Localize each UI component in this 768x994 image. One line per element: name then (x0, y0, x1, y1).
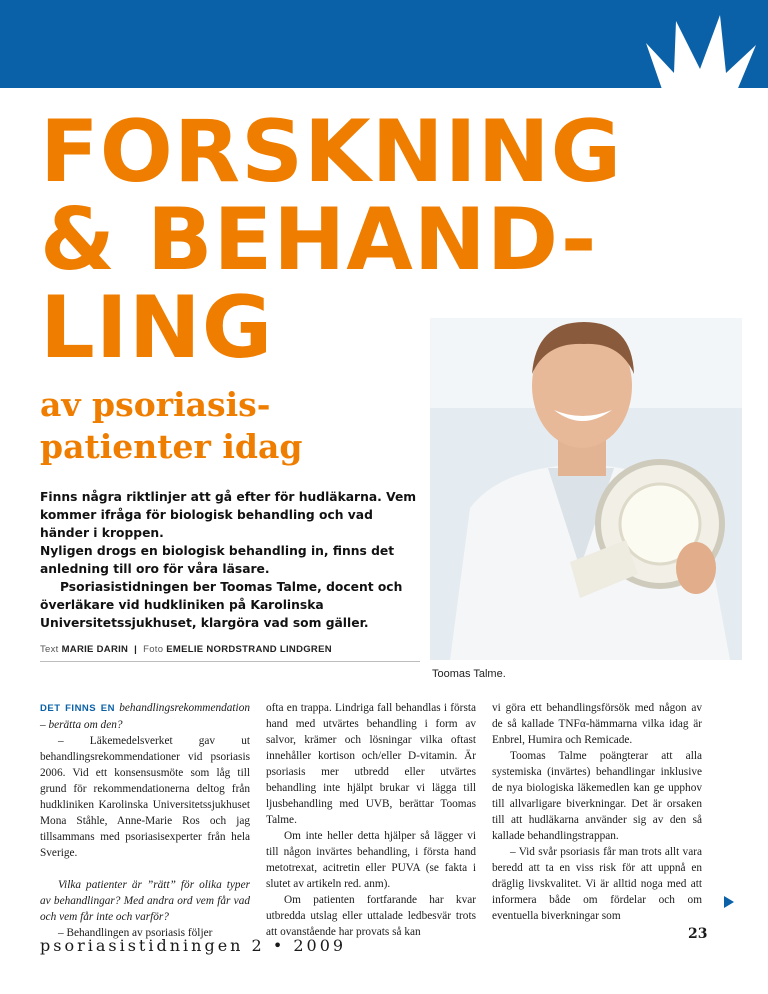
article-column-1 (40, 700, 250, 941)
page-number: 23 (688, 926, 708, 942)
column-3-paragraph-2: Toomas Talme poängterar att alla systemiska (invärtes) behandlingar inklusive de nya biologiska läkemedlen kan ge upphov till allvarligare biverkningar. Det är orsaken till att hudläkarna använder sig av den så kallade behandlingstrappan. (492, 750, 702, 842)
byline-author: MARIE DARIN (61, 644, 129, 655)
column-2-paragraph-3: Om patienten fortfarande har kvar utbredda utslag eller uttalade ledbesvär trots att ovanstående har provats så kan (266, 894, 476, 938)
column-1-paragraph-1 (40, 700, 250, 733)
column-2-paragraph-1: ofta en trappa. Lindriga fall behandlas i första hand med utvärtes behandling i form av salvor, krämer och lösningar vilka oftast innehåller kortison och/eller D-vitamin. Är psoriasis mer utbredd eller utvärtes behandling inte hjälpt brukar vi lägga till ljusbehandling med UVB, berättar Toomas Talme. (266, 702, 476, 826)
byline-separator: | (134, 644, 138, 655)
column-2-paragraph-2: Om inte heller detta hjälper så lägger vi till någon invärtes behandling, i första hand metotrexat, acitretin eller PUVA (se fakta i slutet av artikeln red. anm). (266, 830, 476, 890)
starburst-icon (640, 15, 760, 115)
intro-paragraph-3: Psoriasistidningen ber Toomas Talme, docent och överläkare vid hudkliniken på Karolinska Universitetssjukhuset, klargöra vad som gäller. (40, 580, 403, 630)
article-column-3 (492, 700, 702, 924)
subheadline-line-1: av psoriasis- (40, 385, 271, 424)
publication-footer: psoriasistidningen 2 • 2009 (40, 936, 347, 955)
column-3-paragraph-1: vi göra ett behandlingsförsök med någon av de så kallade TNFα-hämmarna vilka idag är Enbrel, Humira och Remicade. (492, 702, 702, 746)
intro-paragraph-2: Nyligen drogs en biologisk behandling in, finns det anledning till oro för våra läsare. (40, 544, 395, 576)
photo-caption: Toomas Talme. (432, 668, 506, 680)
byline-text-label: Text (40, 644, 59, 655)
headline-line-1: FORSKNING (40, 102, 623, 202)
headline-line-2: & BEHAND- (40, 190, 598, 290)
byline (40, 644, 332, 655)
column-3-paragraph-3: – Vid svår psoriasis får man trots allt vara beredd att ta en viss risk för att uppnå en dräglig livskvalitet. Vi är alltid noga med att informera både om fördelar och om eventuella biverkningar som (492, 846, 702, 922)
intro-text (40, 488, 420, 632)
headline-line-3: LING (40, 278, 274, 378)
answer-2: – Behandlingen av psoriasis följer (58, 927, 213, 939)
portrait-photo (430, 318, 742, 660)
answer-1: – Läkemedelsverket gav ut behandlingsrekommendationer vid psoriasis 2006. Vid ett konsensusmöte som låg till grund för rekommendationerna deltog från hudkliniken Karolinska Universitetssjukhuset Mona Ståhle, Anne-Marie Ros och jag tillsammans med psoriasisexperter från hela Sverige. (40, 735, 250, 859)
lead-in: DET FINNS EN (40, 703, 115, 714)
divider (40, 661, 420, 662)
byline-photo-label: Foto (143, 644, 164, 655)
question-1: behandlingsrekommendation – berätta om den? (40, 702, 250, 731)
arrow-right-icon (724, 896, 734, 908)
article-column-2 (266, 700, 476, 940)
subheadline-line-2: patienter idag (40, 427, 303, 466)
subheadline (40, 384, 302, 468)
byline-photographer: EMELIE NORDSTRAND LINDGREN (166, 644, 332, 655)
intro-paragraph-1: Finns några riktlinjer att gå efter för hudläkarna. Vem kommer ifråga för biologisk behandling och vad händer i kroppen. (40, 490, 417, 540)
question-2: Vilka patienter är ”rätt” för olika typer av behandlingar? Med andra ord vem får vad och vem får inte och varför? (40, 879, 250, 923)
